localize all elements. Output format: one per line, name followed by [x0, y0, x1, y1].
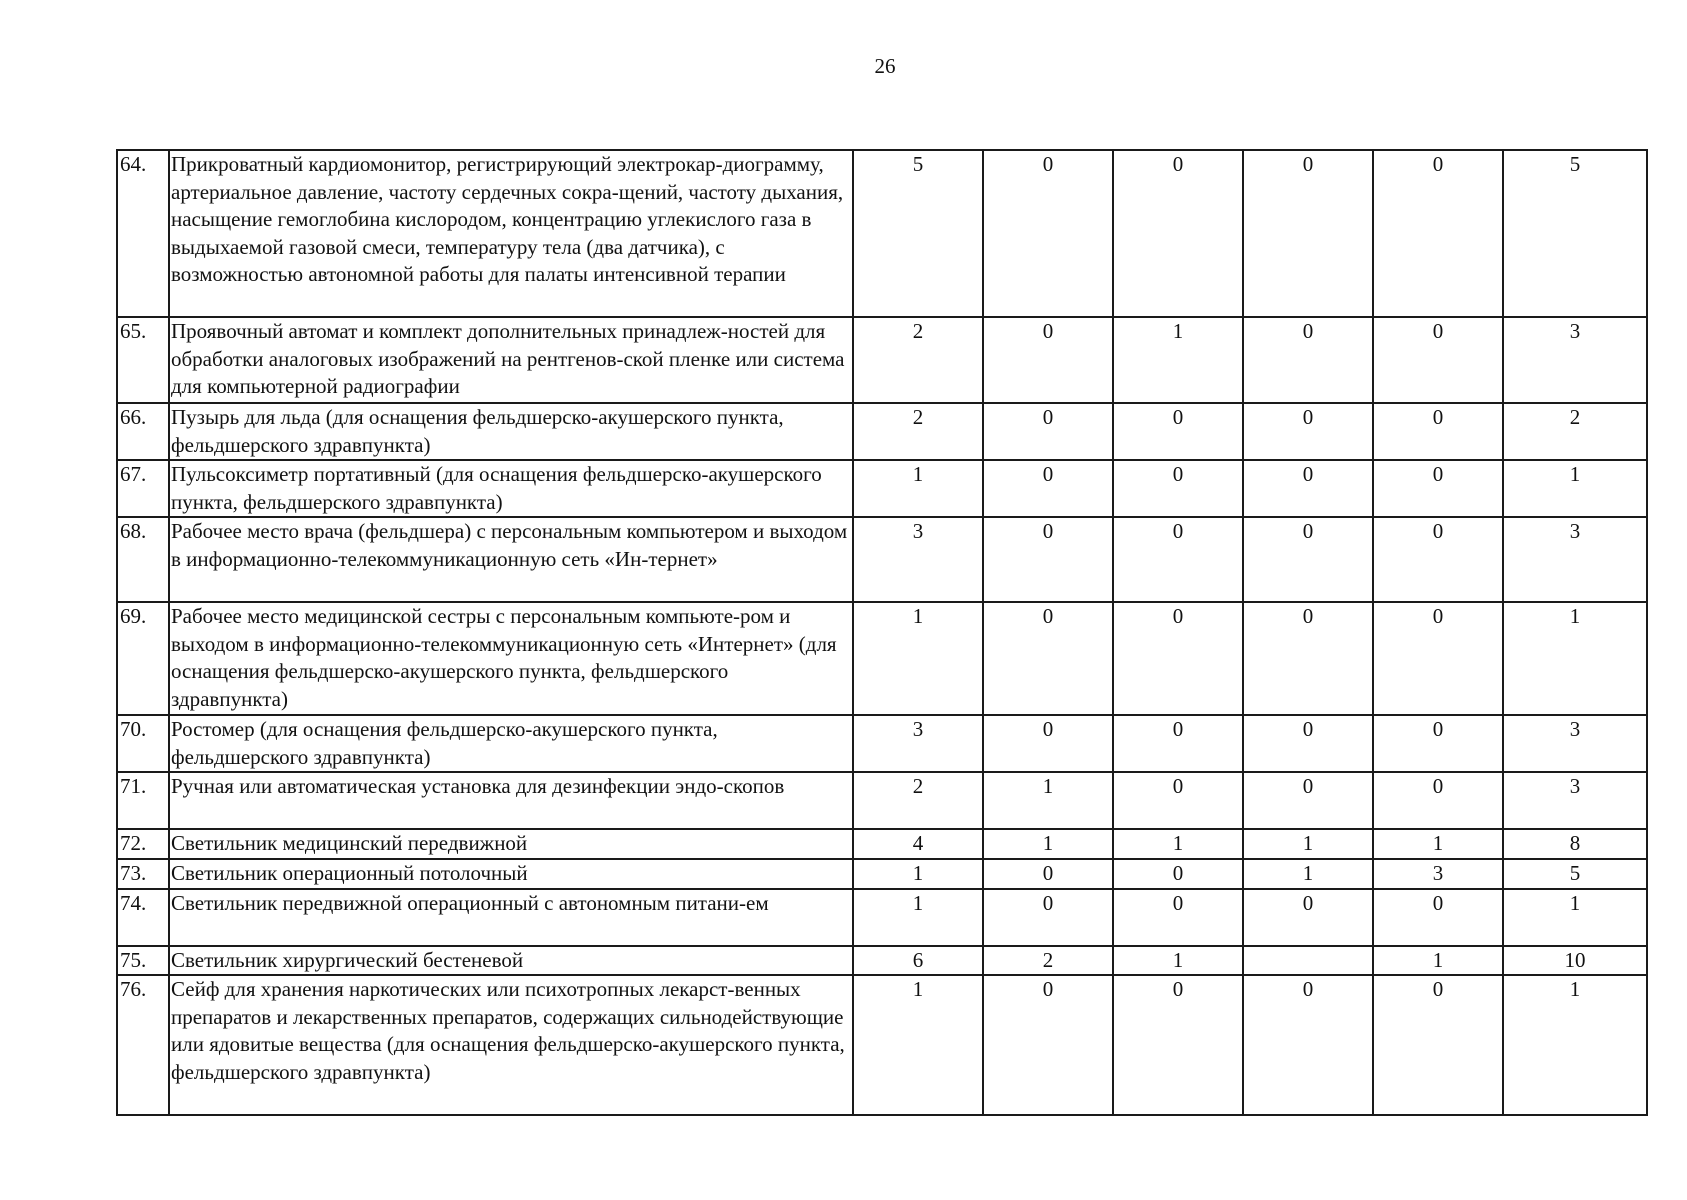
value-cell: 1 [1113, 946, 1243, 976]
value-cell: 0 [983, 317, 1113, 403]
row-number: 66. [117, 403, 169, 460]
equipment-name: Светильник передвижной операционный с автономным питани-ем [169, 889, 853, 946]
value-cell: 0 [1113, 772, 1243, 829]
value-cell: 1 [1113, 829, 1243, 859]
table-row [117, 889, 1647, 946]
value-cell: 0 [1113, 460, 1243, 517]
value-cell: 0 [1243, 602, 1373, 715]
value-cell: 0 [1243, 715, 1373, 772]
value-cell: 1 [1243, 859, 1373, 889]
value-cell: 1 [1113, 317, 1243, 403]
value-cell: 0 [983, 150, 1113, 317]
table-row [117, 975, 1647, 1115]
value-cell: 5 [853, 150, 983, 317]
value-cell: 0 [1113, 975, 1243, 1115]
page-number: 26 [874, 54, 896, 78]
equipment-table [116, 149, 1648, 1116]
value-cell: 0 [1373, 889, 1503, 946]
value-cell: 0 [1113, 715, 1243, 772]
equipment-name: Ручная или автоматическая установка для дезинфекции эндо-скопов [169, 772, 853, 829]
value-cell: 5 [1503, 859, 1647, 889]
table-row [117, 772, 1647, 829]
value-cell: 0 [1113, 859, 1243, 889]
value-cell: 1 [853, 602, 983, 715]
equipment-name: Пульсоксиметр портативный (для оснащения фельдшерско-акушерского пункта, фельдшерского здравпункта) [169, 460, 853, 517]
value-cell: 3 [1503, 772, 1647, 829]
table-row [117, 602, 1647, 715]
value-cell: 0 [1373, 150, 1503, 317]
value-cell: 0 [1373, 403, 1503, 460]
table-row [117, 460, 1647, 517]
value-cell: 0 [1113, 150, 1243, 317]
value-cell: 1 [1243, 829, 1373, 859]
value-cell: 0 [1243, 403, 1373, 460]
value-cell: 0 [983, 715, 1113, 772]
value-cell: 2 [853, 317, 983, 403]
value-cell: 2 [1503, 403, 1647, 460]
table-row [117, 403, 1647, 460]
value-cell [1243, 946, 1373, 976]
value-cell: 0 [1373, 317, 1503, 403]
row-number: 74. [117, 889, 169, 946]
value-cell: 0 [1113, 889, 1243, 946]
equipment-name: Прикроватный кардиомонитор, регистрирующий электрокар-диограмму, артериальное давление, частоту сердечных сокра-щений, частоту дыхания, насыщение гемоглобина кислородом, концентрацию углекислого газа в выдыхаемой газовой смеси, температуру тела (два датчика), с возможностью автономной работы для палаты интенсивной терапии [169, 150, 853, 317]
value-cell: 1 [1373, 946, 1503, 976]
value-cell: 1 [1373, 829, 1503, 859]
value-cell: 1 [983, 829, 1113, 859]
value-cell: 0 [1243, 889, 1373, 946]
value-cell: 0 [1113, 602, 1243, 715]
value-cell: 0 [983, 517, 1113, 602]
value-cell: 3 [1373, 859, 1503, 889]
equipment-name: Светильник хирургический бестеневой [169, 946, 853, 976]
value-cell: 0 [1373, 715, 1503, 772]
equipment-name: Рабочее место медицинской сестры с персональным компьюте-ром и выходом в информационно-телекоммуникационную сеть «Интернет» (для оснащения фельдшерско-акушерского пункта, фельдшерского здравпункта) [169, 602, 853, 715]
value-cell: 4 [853, 829, 983, 859]
row-number: 72. [117, 829, 169, 859]
table-row [117, 829, 1647, 859]
value-cell: 0 [1373, 772, 1503, 829]
value-cell: 3 [853, 715, 983, 772]
value-cell: 6 [853, 946, 983, 976]
value-cell: 1 [1503, 460, 1647, 517]
row-number: 64. [117, 150, 169, 317]
row-number: 65. [117, 317, 169, 403]
value-cell: 1 [853, 975, 983, 1115]
value-cell: 2 [853, 772, 983, 829]
value-cell: 5 [1503, 150, 1647, 317]
value-cell: 3 [1503, 517, 1647, 602]
table-row [117, 859, 1647, 889]
equipment-name: Пузырь для льда (для оснащения фельдшерско-акушерского пункта, фельдшерского здравпункта) [169, 403, 853, 460]
value-cell: 0 [1373, 602, 1503, 715]
row-number: 68. [117, 517, 169, 602]
value-cell: 0 [1373, 517, 1503, 602]
value-cell: 1 [1503, 975, 1647, 1115]
value-cell: 3 [1503, 317, 1647, 403]
equipment-name: Ростомер (для оснащения фельдшерско-акушерского пункта, фельдшерского здравпункта) [169, 715, 853, 772]
value-cell: 0 [983, 889, 1113, 946]
value-cell: 0 [1373, 975, 1503, 1115]
table-row [117, 317, 1647, 403]
table-row [117, 946, 1647, 976]
row-number: 70. [117, 715, 169, 772]
value-cell: 0 [1373, 460, 1503, 517]
value-cell: 8 [1503, 829, 1647, 859]
row-number: 76. [117, 975, 169, 1115]
value-cell: 3 [1503, 715, 1647, 772]
equipment-name: Светильник операционный потолочный [169, 859, 853, 889]
table-row [117, 715, 1647, 772]
value-cell: 1 [983, 772, 1113, 829]
row-number: 67. [117, 460, 169, 517]
value-cell: 0 [1243, 975, 1373, 1115]
row-number: 71. [117, 772, 169, 829]
table-row [117, 517, 1647, 602]
row-number: 75. [117, 946, 169, 976]
value-cell: 0 [1113, 517, 1243, 602]
value-cell: 1 [1503, 602, 1647, 715]
table-row [117, 150, 1647, 317]
value-cell: 10 [1503, 946, 1647, 976]
value-cell: 1 [853, 859, 983, 889]
row-number: 73. [117, 859, 169, 889]
value-cell: 3 [853, 517, 983, 602]
value-cell: 0 [1243, 517, 1373, 602]
value-cell: 0 [983, 975, 1113, 1115]
equipment-name: Светильник медицинский передвижной [169, 829, 853, 859]
equipment-name: Сейф для хранения наркотических или психотропных лекарст-венных препаратов и лекарственных препаратов, содержащих сильнодействующие или ядовитые вещества (для оснащения фельдшерско-акушерского пункта, фельдшерского здравпункта) [169, 975, 853, 1115]
value-cell: 2 [853, 403, 983, 460]
value-cell: 0 [983, 859, 1113, 889]
value-cell: 0 [1243, 460, 1373, 517]
value-cell: 0 [1113, 403, 1243, 460]
value-cell: 1 [853, 889, 983, 946]
equipment-name: Рабочее место врача (фельдшера) с персональным компьютером и выходом в информационно-телекоммуникационную сеть «Ин-тернет» [169, 517, 853, 602]
row-number: 69. [117, 602, 169, 715]
equipment-name: Проявочный автомат и комплект дополнительных принадлеж-ностей для обработки аналоговых изображений на рентгенов-ской пленке или система для компьютерной радиографии [169, 317, 853, 403]
value-cell: 2 [983, 946, 1113, 976]
value-cell: 0 [1243, 317, 1373, 403]
value-cell: 0 [1243, 772, 1373, 829]
value-cell: 0 [983, 460, 1113, 517]
value-cell: 0 [983, 602, 1113, 715]
value-cell: 0 [983, 403, 1113, 460]
value-cell: 0 [1243, 150, 1373, 317]
value-cell: 1 [1503, 889, 1647, 946]
value-cell: 1 [853, 460, 983, 517]
